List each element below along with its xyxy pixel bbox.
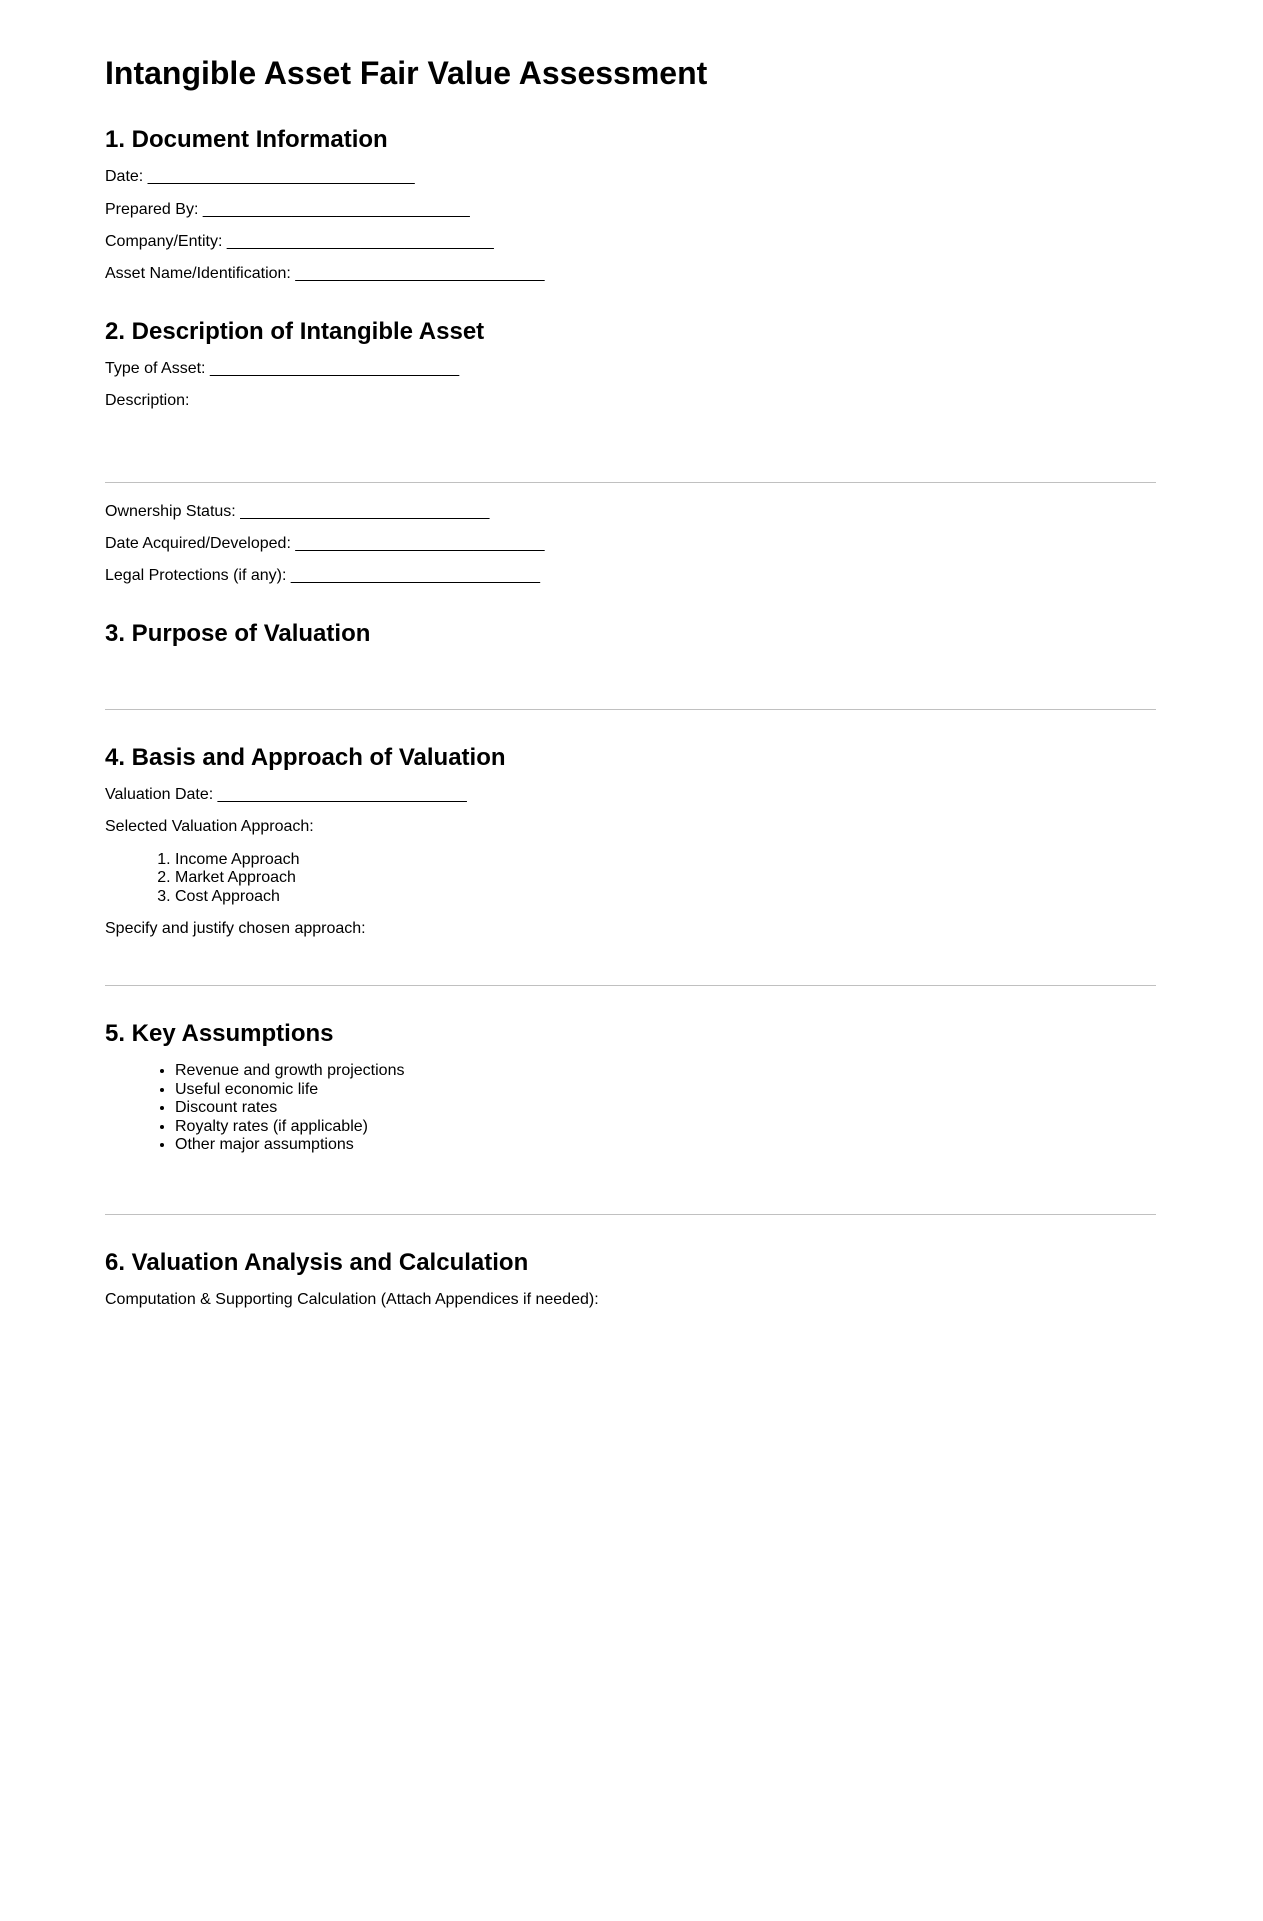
field-date-acquired-label: Date Acquired/Developed: [105,535,291,552]
field-ownership-status-blank-line: ____________________________ [240,502,490,520]
field-legal-protections-blank-line: ____________________________ [290,567,541,585]
field-asset-name [105,265,1156,283]
assumption-item-other: • Other major assumptions [175,1136,1156,1154]
field-asset-name-blank-line: ____________________________ [295,265,545,283]
field-asset-name-label: Asset Name/Identification: [105,265,291,283]
field-date [105,168,1156,186]
selected-approach-label: Selected Valuation Approach: [105,818,314,836]
assumption-item-useful-life: • Useful economic life [175,1081,1156,1099]
section-heading-description-of-asset: 2. Description of Intangible Asset [105,317,485,345]
field-type-of-asset-blank-line: ____________________________ [209,359,460,377]
section-heading-purpose-of-valuation: 3. Purpose of Valuation [105,619,371,647]
specify-approach-label: Specify and justify chosen approach: [105,919,366,937]
field-legal-protections [105,567,1156,585]
section-heading-valuation-analysis: 6. Valuation Analysis and Calculation [105,1249,529,1277]
field-date-label: Date: [105,168,144,186]
section-heading-key-assumptions: 5. Key Assumptions [105,1020,334,1048]
answer-space [105,952,1156,977]
field-type-of-asset [105,360,1156,378]
field-ownership-status-label: Ownership Status: [105,502,236,520]
field-company-entity-label: Company/Entity: [105,232,223,250]
field-description-label: Description: [105,392,190,410]
divider [105,482,1156,483]
divider [105,1214,1156,1215]
section-heading-document-information: 1. Document Information [105,126,388,154]
key-assumptions-list [105,1062,1156,1154]
divider [105,985,1156,986]
field-legal-protections-label: Legal Protections (if any): [105,567,287,585]
divider [105,709,1156,710]
field-company-entity [105,233,1156,251]
field-prepared-by-blank-line: ______________________________ [202,200,470,218]
field-date-acquired-blank-line: ____________________________ [295,535,545,552]
approach-item-market: 2. Market Approach [175,869,1156,887]
assumption-item-revenue: • Revenue and growth projections [175,1062,1156,1080]
approach-item-cost: 3. Cost Approach [175,888,1156,906]
valuation-approach-list [105,851,1156,906]
field-description [105,392,1156,410]
field-ownership-status [105,503,1156,521]
assumption-item-royalty-rates: • Royalty rates (if applicable) [175,1118,1156,1136]
page-title: Intangible Asset Fair Value Assessment [105,55,708,91]
field-date-blank-line: ______________________________ [147,168,415,186]
field-valuation-date-label: Valuation Date: [105,785,214,803]
answer-space [105,425,1156,474]
assumption-item-discount-rates: • Discount rates [175,1099,1156,1117]
field-prepared-by [105,201,1156,219]
computation-label: Computation & Supporting Calculation (Attach Appendices if needed): [105,1291,599,1309]
section-heading-basis-and-approach: 4. Basis and Approach of Valuation [105,743,506,771]
field-company-entity-blank-line: ______________________________ [226,232,494,250]
field-type-of-asset-label: Type of Asset: [105,359,206,377]
answer-space [105,658,1156,701]
field-date-acquired [105,535,1156,553]
field-valuation-date [105,786,1156,804]
field-prepared-by-label: Prepared By: [105,200,199,218]
field-valuation-date-blank-line: ____________________________ [217,785,467,803]
approach-item-income: 1. Income Approach [175,851,1156,869]
answer-space [105,1168,1156,1206]
